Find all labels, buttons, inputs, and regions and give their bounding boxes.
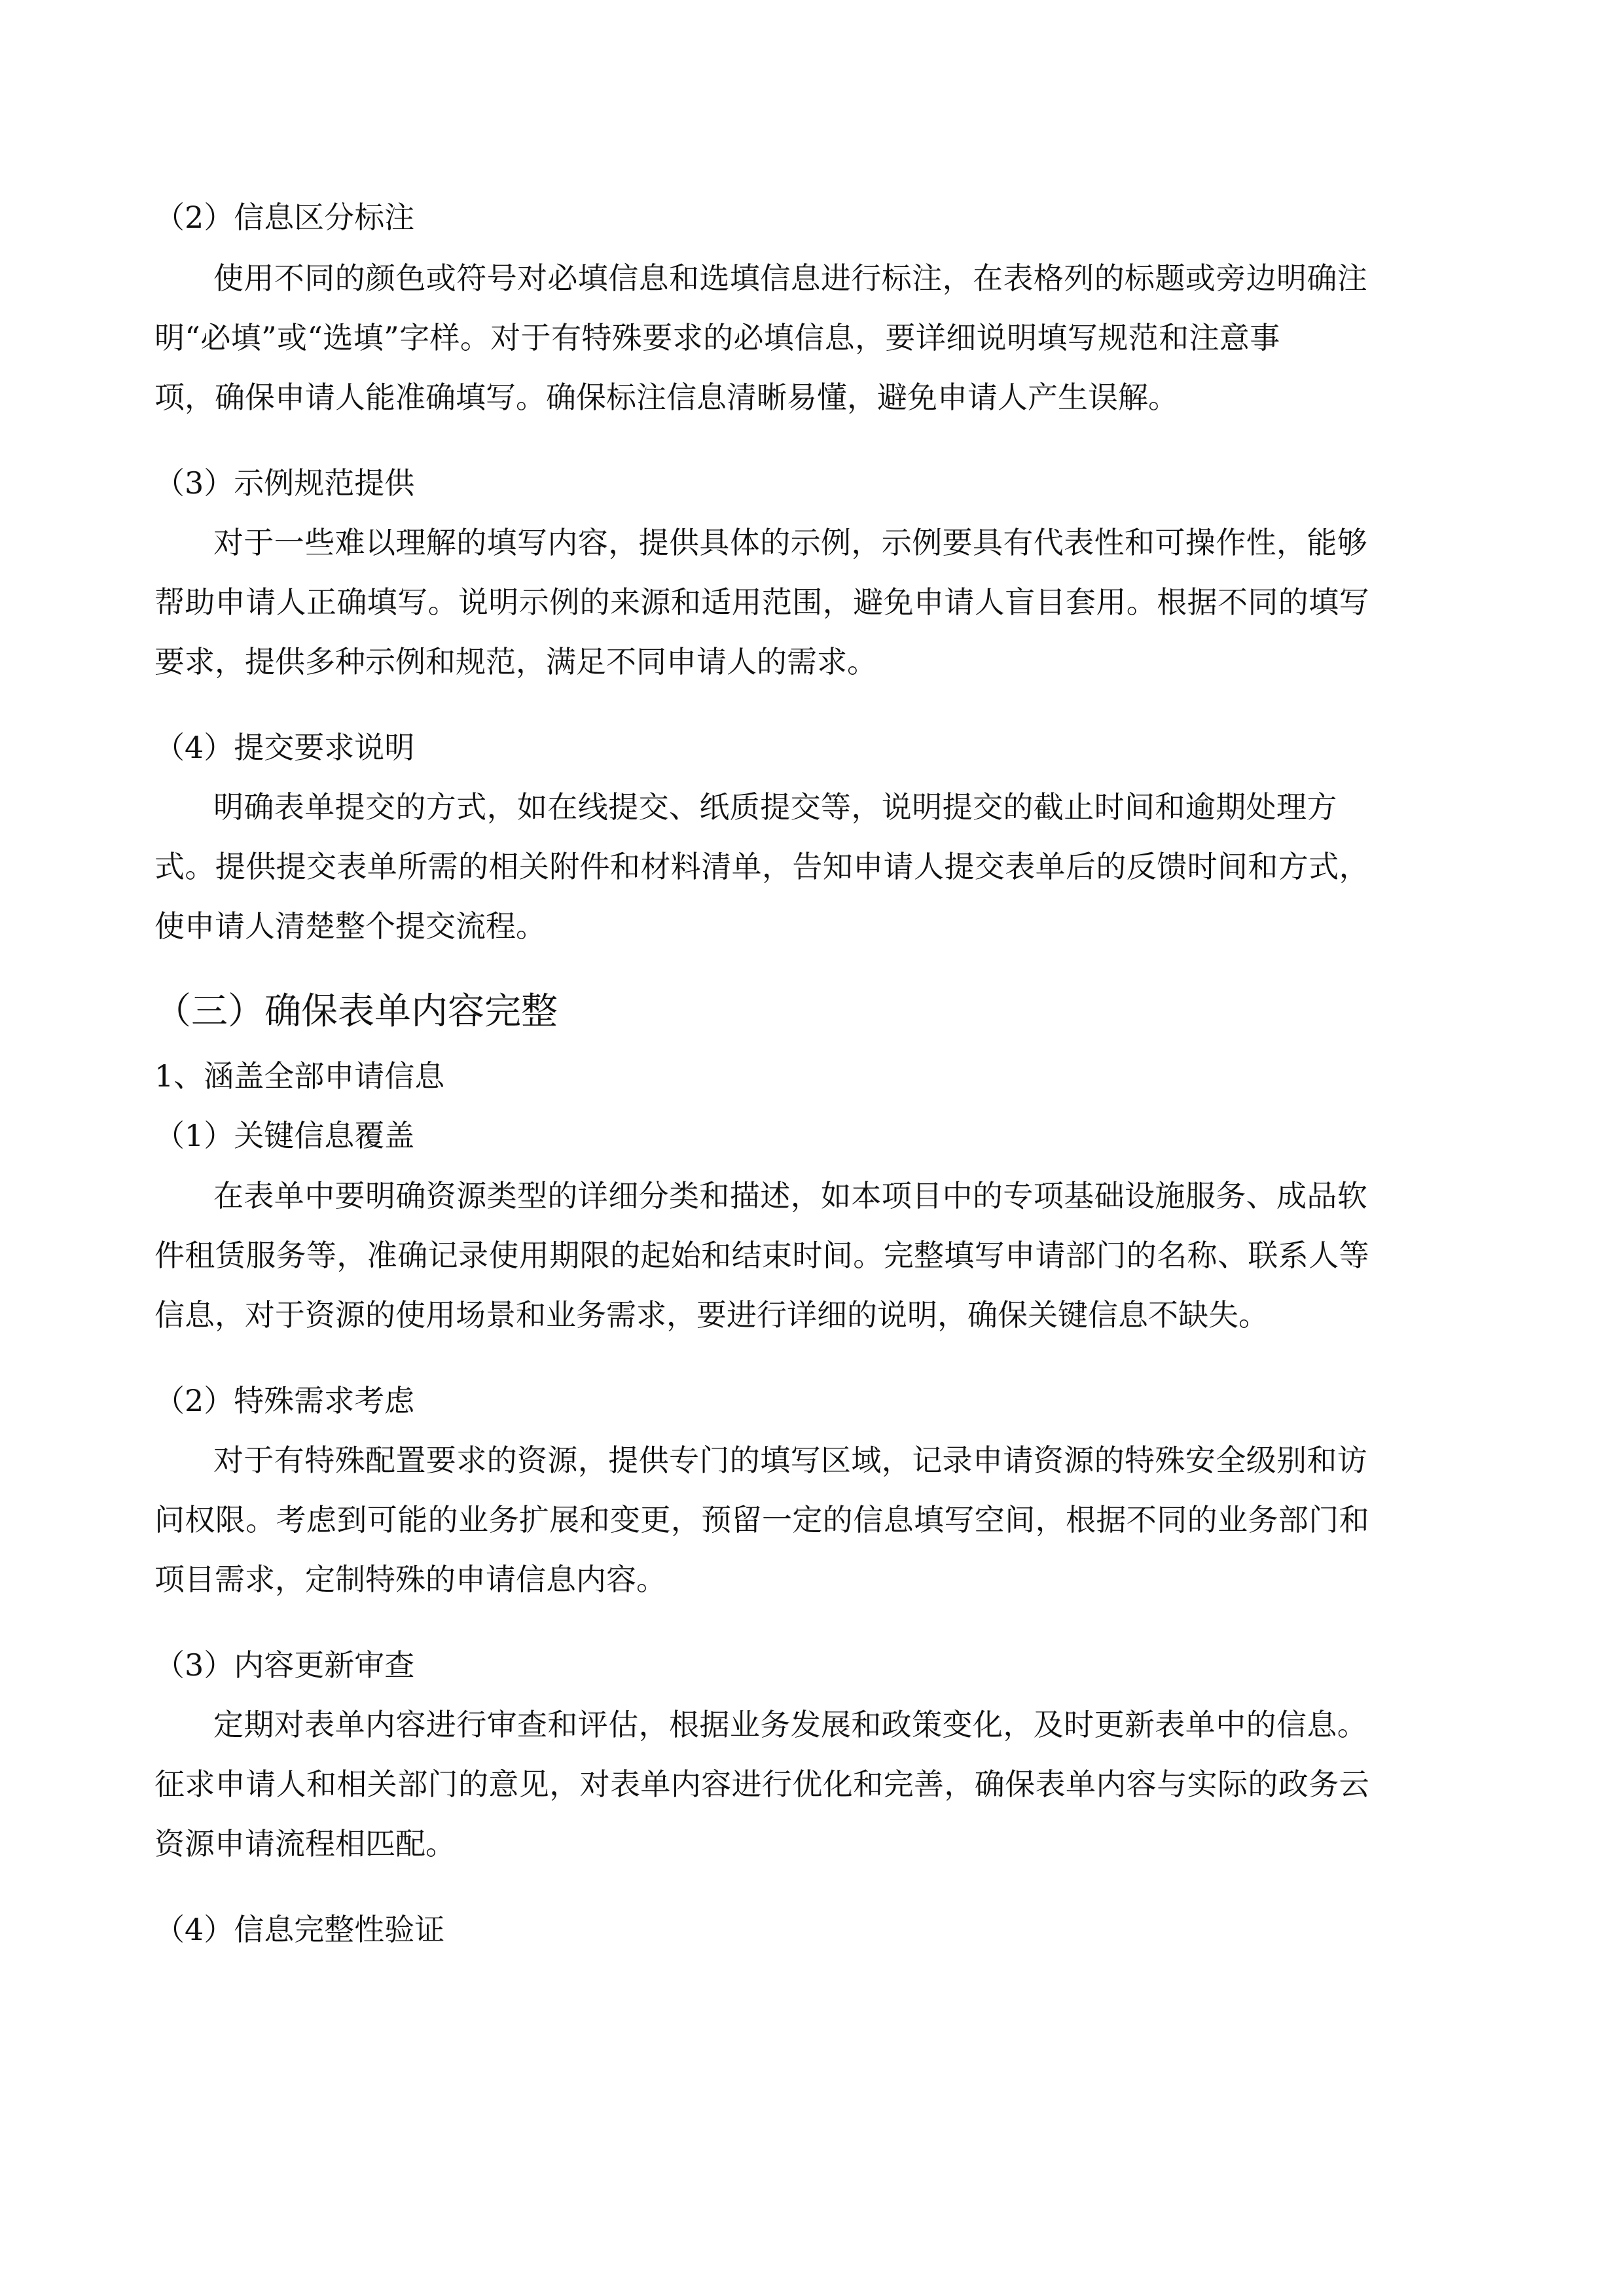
paragraph-line: 对于有特殊配置要求的资源，提供专门的填写区域，记录申请资源的特殊安全级别和访	[213, 1443, 1368, 1478]
paragraph-line: 式。提供提交表单所需的相关附件和材料清单，告知申请人提交表单后的反馈时间和方式，	[154, 849, 1369, 884]
paragraph-line: 定期对表单内容进行审查和评估，根据业务发展和政策变化，及时更新表单中的信息。	[213, 1707, 1368, 1742]
paragraph-line: 帮助申请人正确填写。说明示例的来源和适用范围，避免申请人盲目套用。根据不同的填写	[154, 584, 1369, 620]
paragraph-line: 件租赁服务等，准确记录使用期限的起始和结束时间。完整填写申请部门的名称、联系人等	[154, 1238, 1369, 1273]
paragraph-line: 征求申请人和相关部门的意见，对表单内容进行优化和完善，确保表单内容与实际的政务云	[154, 1767, 1369, 1802]
paragraph-line: 问权限。考虑到可能的业务扩展和变更，预留一定的信息填写空间，根据不同的业务部门和	[154, 1502, 1369, 1537]
paragraph-line: 在表单中要明确资源类型的详细分类和描述，如本项目中的专项基础设施服务、成品软	[213, 1178, 1368, 1213]
subheading-content-review: （3）内容更新审查	[154, 1647, 415, 1683]
paragraph-line: 对于一些难以理解的填写内容，提供具体的示例，示例要具有代表性和可操作性，能够	[213, 525, 1368, 560]
subheading-special-needs: （2）特殊需求考虑	[154, 1383, 415, 1418]
paragraph-line: 明确表单提交的方式，如在线提交、纸质提交等，说明提交的截止时间和逾期处理方	[213, 789, 1337, 825]
subheading-submission: （4）提交要求说明	[154, 730, 415, 765]
paragraph-line: 项目需求，定制特殊的申请信息内容。	[154, 1562, 666, 1597]
numbered-heading: 1、涵盖全部申请信息	[154, 1058, 445, 1094]
subheading-example-spec: （3）示例规范提供	[154, 465, 415, 501]
paragraph-line: 要求，提供多种示例和规范，满足不同申请人的需求。	[154, 644, 877, 679]
paragraph-line: 使申请人清楚整个提交流程。	[154, 908, 546, 944]
subheading-key-info: （1）关键信息覆盖	[154, 1118, 415, 1153]
paragraph-line: 信息，对于资源的使用场景和业务需求，要进行详细的说明，确保关键信息不缺失。	[154, 1297, 1269, 1333]
paragraph-line: 使用不同的颜色或符号对必填信息和选填信息进行标注，在表格列的标题或旁边明确注	[213, 260, 1368, 296]
paragraph-line: 明“必填”或“选填”字样。对于有特殊要求的必填信息，要详细说明填写规范和注意事	[154, 320, 1280, 355]
section-heading: （三）确保表单内容完整	[154, 990, 558, 1033]
paragraph-line: 资源申请流程相匹配。	[154, 1826, 456, 1861]
subheading-completeness-check: （4）信息完整性验证	[154, 1912, 445, 1947]
subheading-info-marking: （2）信息区分标注	[154, 200, 415, 235]
paragraph-line: 项，确保申请人能准确填写。确保标注信息清晰易懂，避免申请人产生误解。	[154, 380, 1178, 415]
